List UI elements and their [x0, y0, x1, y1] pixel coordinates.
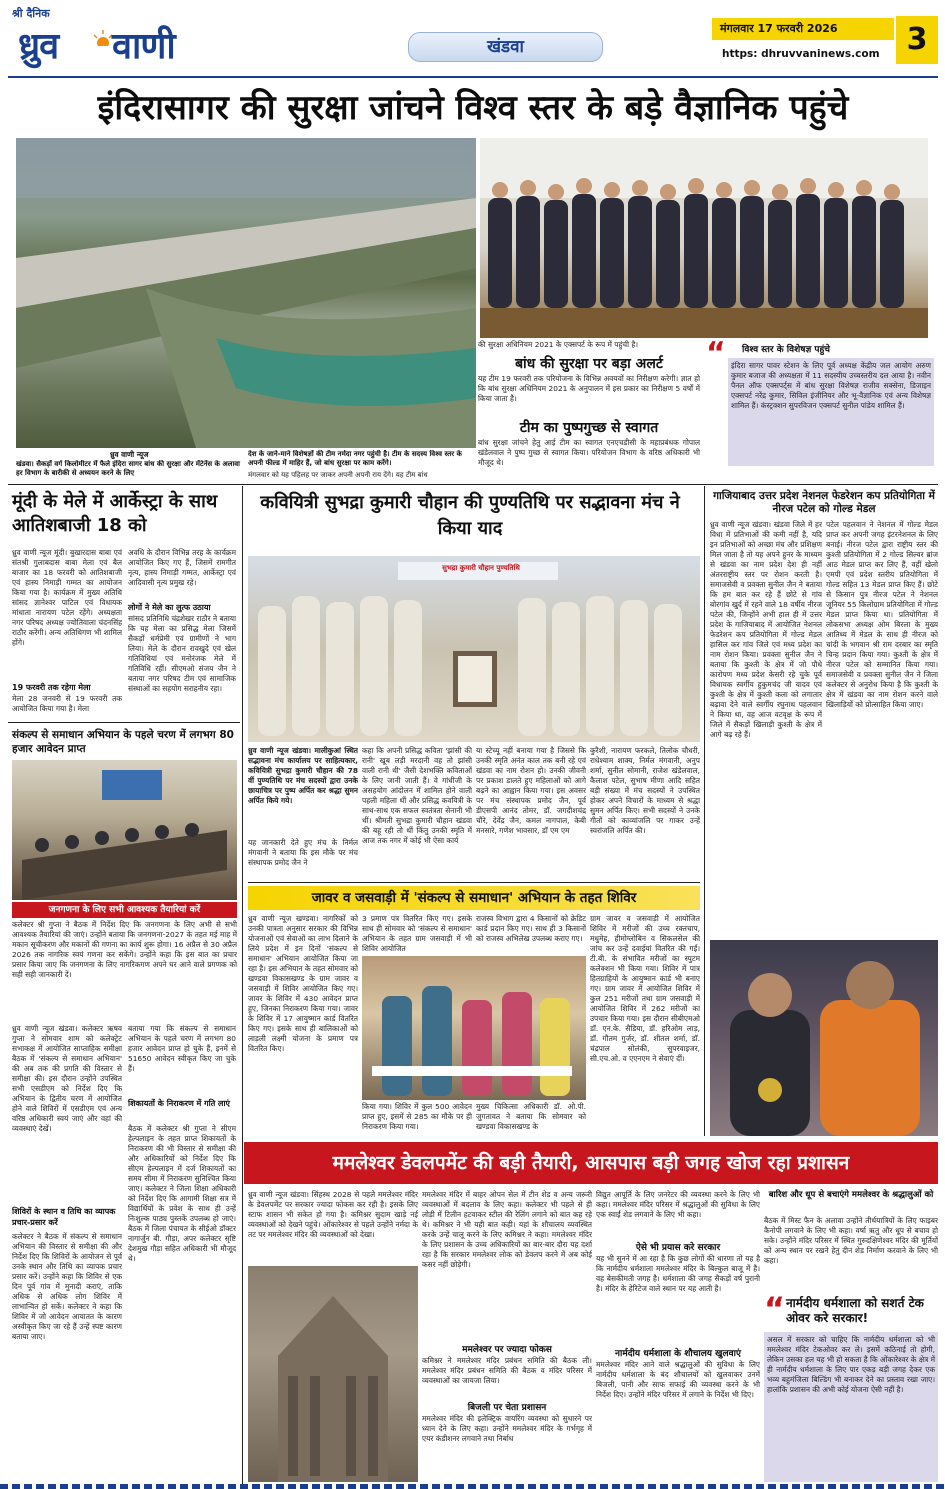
- gold-col2: पटेल पहलवान ने नेशनल में गोल्ड मेडल प्राप्त कर अपनी जगह इंटरनेशनल के लिए बनाई। नीरज पटेल द्वारा राष्ट्रीय स्तर की कुश्ती प्रतियोगिता में 2 गोल्ड सिल्वर ब्रांज आठ मेडल प्राप्त कर लिए हैं, वहीं खेलो एमपी एवं प्रदेश स्तरीय प्रतियोगिता में गोल्ड सहित 13 मेडल प्राप्त किए हैं। छोटे से किसान पुत्र नीरज पटेल ने नेशनल जूनियर 55 किलोग्राम प्रतियोगिता में गोल्ड मेडल प्राप्त किया था। प्रतियोगिता में लोकसभा अध्यक्ष ओम बिरला के मुख्य आतिथ्य में मेडल के साथ ही नीरज को चांदी के भगवान श्री राम दरबार का स्मृति चिन्ह प्रदान किया गया। कुश्ती के क्षेत्र में नीरज पटेल को सम्मानित किया गया। समाजसेवी व प्रवक्ता सुनील जैन ने जिला कलेक्टर से अनुरोध किया है कि कुश्ती के क्षेत्र में खंडवा का नाम रोशन करने वाले खिलाड़ियों को प्रोत्साहित किया जाए।: [826, 520, 938, 709]
- lead-headline: इंदिरासागर की सुरक्षा जांचने विश्व स्तर के बड़े वैज्ञानिक पहुंचे: [97, 88, 849, 128]
- gold-col1: ध्रुव वाणी न्यूज खंडवा। खंडवा जिले में हर विधा में प्रतिभाओं की कमी नहीं है, यदि इन प्रतिभाओं को अच्छा मंच और प्रशिक्षण मिल जाता है तो यह अपने हुनर के माध्यम से खंडवा का नाम प्रदेश देश ही नहीं अंतरराष्ट्रीय स्तर पर रोशन करती है। समाजसेवी व प्रवक्ता सुनील जैन ने बताया कि हम बात कर रहे हैं छोटे से गांव बोरगांव खुर्द में रहने वाले 18 वर्षीय नीरज पटेल की, जिन्होंने अभी हाल ही में उत्तर प्रदेश के गाजियाबाद में आयोजित नेशनल फेडरेशन कप प्रतियोगिता में गोल्ड मेडल हासिल कर गांव जिले एवं मध्य प्रदेश का नाम रोशन किया। प्रवक्ता सुनील जैन ने बताया कि कुश्ती के क्षेत्र में जो पौधे कारोपण मध्य प्रदेश केसरी रहे चुके पूर्व विधायक स्वर्गीय हुकुमचंद जी यादव एवं कुश्ती के क्षेत्र में कुश्ती कला को लगातार बढ़ावा देने वाले स्वर्गीय रघुनाथ पहलवान ने किया था, वह आज वटवृक्ष के रूप में जिले में सैकड़ों खिलाड़ी कुश्ती के क्षेत्र में आगे बढ़ रहे हैं।: [710, 520, 822, 739]
- meeting-illustration: [12, 760, 237, 900]
- temple-photo: [248, 1266, 418, 1482]
- gold-photo: [710, 940, 938, 1136]
- mundi-sub-1: 19 फरवरी तक रहेगा मेला: [12, 683, 91, 692]
- sun-icon: [92, 30, 114, 46]
- kavi-banner: सुभद्रा कुमारी चौहान पुण्यतिथि: [442, 564, 520, 572]
- logo: [8, 4, 188, 74]
- sankalp-headline: संकल्प से समाधान अभियान के पहले चरण में लगभग 80 हजार आवेदन प्राप्त: [12, 729, 234, 755]
- mundi-text-1b: मेला 28 जनवरी से 19 फरवरी तक आयोजित किया गया है। मेला: [12, 694, 122, 713]
- sankalp-text-3: कलेक्टर ने बैठक में संकल्प से समाधान अभियान की विस्तार से समीक्षा की और निर्देश दिए कि शिविरों के आयोजन से पूर्व उनके स्थान और तिथि का व्यापक प्रचार प्रसार करें। उन्होंने कहा कि शिविर से एक दिन पूर्व गांव में मुनादी कराएं, ताकि अधिक से अधिक लोग शिविर में लाभान्वित हो सकें। कलेक्टर ने कहा कि शिविर में जो आवेदन आयातत के कारण अस्वीकृत किए जा रहे हैं उन्हें स्पष्ट कारण बताया जाए।: [12, 1232, 122, 1341]
- section-rule-1: [8, 484, 938, 485]
- mam-sub-2: बिजली पर चेता प्रशासन: [467, 1403, 547, 1413]
- lead-para-2: बांध सुरक्षा जांचने हेतु आई टीम का स्वागत एनएचडीसी के महाप्रबंधक गोपाल खंडेलवाल ने पुष्प गुच्छ से स्वागत किया। परियोजन विभाग के वरिष्ठ अधिकारी भी मौजूद थे।: [478, 438, 700, 467]
- gold-headline: गाजियाबाद उत्तर प्रदेश नेशनल फेडरेशन कप प्रतियोगिता में नीरज पटेल को गोल्ड मेडल: [713, 490, 935, 515]
- column-rule-right: [704, 486, 705, 1136]
- mam-sub-3: ऐसे भी प्रयास करे सरकार: [635, 1243, 721, 1253]
- mundi-text-2: अवधि के दौरान विभिन्न तरह के कार्यक्रम आयोजित किए गए हैं, जिसमें रामगीत नृत्य, हास्य निमाड़ी गम्मत, आर्केस्ट्रा एवं आदिवासी नृत्य प्रमुख रहे।: [128, 548, 236, 587]
- kavi-col4: कुरैशी, नारायण फरकले, तिलोक चौधरी, राधेश्याम शाक्य, निर्मल मंगवानी, अनुप शर्मा, सुनील सोमानी, राजेश खंडेलवाल, कैलाश पटेल, सुभाष मीणा आदि सहित बड़ी संख्या में मंच सदस्यों ने उपस्थित होकर अपने विचारों के माध्यम से श्रद्धा सुमन अर्पित किए। सभी सदस्यों ने उनके गीतों को काव्यांजलि पर गाकर उन्हें स्वरांजलि अर्पित की।: [590, 746, 700, 835]
- team-photo: [480, 138, 928, 338]
- logo-shri: श्री दैनिक: [12, 7, 50, 20]
- javar-col1: ध्रुव वाणी न्यूज खण्डवा। नागरिकों को उनकी पात्रता अनुसार सरकार की विभिन्न योजनाओं एवं सेवाओं का लाभ दिलाने के लिये प्रदेश में इन दिनों 'संकल्प से समाधान' अभियान आयोजित किया जा रहा है। इस अभियान के तहत सोमवार को खण्डवा विकासखण्ड के ग्राम जावर व जसवाड़ी में शिविर आयोजित किए गए। जावर के शिविर में 430 आवेदन प्राप्त हुए, जिनका निराकरण किया गया। जावर के शिविर में 17 आयुष्मान कार्ड वितरित किए गए। इसके साथ ही बालिकाओं को लाड़ली लक्ष्मी योजना के प्रमाण पत्र वितरित किए।: [248, 914, 358, 1053]
- mundi-headline: मूंदी के मेले में आर्केस्ट्रा के साथ आतिशबाजी 18 को: [12, 491, 218, 536]
- mam-col3b: यह भी सुनने में आ रहा है कि कुछ लोगों की धारणा तो यह है कि नार्मदीय धर्मशाला ममलेश्वर मंदिर के बिल्कुल बाजू में है। वह बेसकीमती जगह है। धर्मशाला की जगह सैकड़ों वर्ष पुरानी है। मंदिर के हेरिटेज वाले स्थान पर यह आती है।: [596, 1254, 760, 1293]
- kavi-col2: कहा कि अपनी प्रसिद्ध कविता 'झांसी की रानी' खूब लड़ी मरदानी वह तो झांसी वाली रानी थी' जैसी देशभक्ति कविताओं के लिए जानी जाती हैं। वे गांधीजी के असहयोग आंदोलन में शामिल होने वाली पहली महिला थीं और प्रसिद्ध कवयित्री के साथ-साथ एक सफल स्वतंत्रता सेनानी भी थीं। श्रीमती सुभद्रा कुमारी चौहान खंडवा की बहू रही तो थीं किंतु उनकी स्मृति में आज तक नगर में कोई भी ऐसा कार्य: [362, 746, 472, 845]
- page-number-text: 3: [906, 22, 928, 57]
- mamleshwar-headline-bar: [244, 1142, 938, 1184]
- wrestler-illustration: [710, 940, 938, 1136]
- javar-headline-bar: [248, 886, 700, 910]
- masthead: [0, 0, 945, 78]
- masthead-rule: [8, 76, 938, 78]
- sankalp-text-5: बैठक में कलेक्टर श्री गुप्ता ने सीएम हेल्पलाइन के तहत प्राप्त शिकायतों के निराकरण की भी विस्तार से समीक्षा की और अधिकारियों को निर्देश दिए कि सीएम हेल्पलाइन में दर्ज शिकायतों का समय सीमा में निराकरण सुनिश्चित किया जाए। कलेक्टर ने जिला शिक्षा अधिकारी को निर्देश दिए कि आगामी शिक्षा सत्र में विद्यार्थियों के प्रवेश के साथ ही उन्हें निःशुल्क पाठ्य पुस्तकें उपलब्ध हो जाएं। बैठक में जिला पंचायत के सीईओ डॉक्टर नागार्जुन बी. गौड़ा, अपर कलेक्टर सृष्टि देशमुख गौड़ा सहित अधिकारी भी मौजूद थे।: [128, 1124, 236, 1263]
- mam-sub-4: नार्मदीय धर्मशाला के शौचालय खुलवाएं: [615, 1349, 741, 1359]
- lead-caption-mid: देश के जाने-माने विशेषज्ञों की टीम नर्मदा नगर पहुंची है। टीम के सदस्य विश्व स्तर के अपनी फील्ड में माहिर हैं, जो बांध सुरक्षा पर काम करेंगे।: [248, 450, 462, 467]
- page-number: [896, 16, 938, 64]
- date-bar: [712, 18, 894, 40]
- lead-right-text: की सुरक्षा अधिनियम 2021 के एक्सपर्ट के रूप में पहुंची है।: [478, 340, 639, 349]
- expert-text: इंदिरा सागर पावर स्टेशन के लिए पूर्व अध्यक्ष केंद्रीय जल आयोग अरुण कुमार बजाज की अध्यक्षता में 11 सदस्यीय उच्चस्तरीय दल आया है। नवीन पैनल ऑफ एक्सपर्ट्स में बांध सुरक्षा विशेषज्ञ राजीव सक्सेना, डिजाइन एक्सपर्ट नरेंद्र कुमार, सिविल इंजीनियर और भू-वैज्ञानिक एवं अन्य विशेषज्ञ शामिल हैं। कंस्ट्रक्शन सुपरविजन एक्सपर्ट सुनील पांडेय शामिल हैं।: [728, 358, 934, 466]
- javar-col3: राजस्व विभाग द्वारा 4 किसानों को क्रेडिट कार्ड प्रदान किए गए। साथ ही 3 किसानों को राजस्व अभिलेख उपलब्ध कराए गए।: [476, 914, 586, 943]
- mam-col3c: ममलेश्वर मंदिर आने वाले श्रद्धालुओं की सुविधा के लिए नार्मदीय धर्मशाला के बंद शौचालयों को खुलवाकर उनमें बिजली, पानी और साफ सफाई की व्यवस्था करने के भी निर्देश दिए। उन्होंने मंदिर परिसर में लगाने के निर्देश भी दिए।: [596, 1360, 760, 1399]
- quote-icon: “: [706, 336, 726, 371]
- sankalp-text-1: कलेक्टर श्री गुप्ता ने बैठक में निर्देश दिए कि जनगणना के लिए अभी से सभी आवश्यक तैयारियां की जाएं। उन्होंने बताया कि जनगणना-2027 के तहत मई माह में मकान सूचीकरण और मकानों की गणना का कार्य शुरू होगा। 16 अप्रैल से 30 अप्रैल 2026 तक नागरिक स्वयं गणना कर सकेंगे। उन्होंने कहा कि इस बात का प्रचार प्रसार किया जाए कि जनगणना के लिए नागरिकगण अपने घर आने वाले प्रगणक को सही सही जानकारी दें।: [12, 920, 237, 979]
- lead-caption-strip: [16, 450, 478, 478]
- kavi-col3: या स्टेच्यू नहीं बनाया गया है जिससे कि उनकी स्मृति अनंत काल तक बनी रहे एवं खंडवा का नाम रोशन हो। उनकी जीवनी पर प्रकाश डालते हुए महिलाओं को आगे बढ़ने का आह्वान किया गया। इस अवसर पर मंच संस्थापक प्रमोद जैन, पूर्व डीएसपी आनंद तोमर, डॉ. जगदीशचंद्र चौरे, देवेंद्र जैन, कमल नागपाल, केबी मनसारे, गणेश भावसार, डॉ एम एम: [476, 746, 586, 835]
- javar-photo: [362, 956, 586, 1100]
- mam-quote-text: असल में सरकार को चाहिए कि नार्मदीय धर्मशाला को भी ममलेश्वर मंदिर टेकओवर कर ले। इसमें कठिनाई तो होगी, लेकिन उसका हल यह भी हो सकता है कि ओंकारेश्वर के क्षेत्र में ही नार्मदीय धर्मशाला के लिए पार एकड़ बड़ी जगह देकर एक भव्य बहुमंजिला बिल्डिंग भी बनाकर देने का प्रस्ताव रखा जाए। हालांकि प्रशासन की अभी कोई योजना ऐसी नहीं है।: [764, 1332, 938, 1482]
- mamleshwar-headline: ममलेश्वर डेवलपमेंट की बड़ी तैयारी, आसपास बड़ी जगह खोज रहा प्रशासन: [332, 1152, 850, 1174]
- lead-caption-mid2: मंगलवार को यह पहिलह पर जाकर अपनी अपनी राय देंगे। यह टीम बांध: [248, 471, 428, 479]
- lead-sub-2: टीम का पुष्पगुच्छ से स्वागत: [519, 420, 659, 436]
- group-illustration: [480, 138, 928, 338]
- mundi-sub-2: लोगों ने मेले का लुत्फ उठाया: [128, 603, 211, 612]
- section-badge: [408, 32, 603, 62]
- logo-name-right: वाणी: [112, 26, 175, 67]
- section-rule-2: [8, 722, 240, 723]
- javar-headline: जावर व जसवाड़ी में 'संकल्प से समाधान' अभियान के तहत शिविर: [311, 890, 637, 906]
- kavi-headline: कवियित्री सुभद्रा कुमारी चौहान की पुण्यतिथि पर सद्भावना मंच ने किया याद: [260, 492, 680, 539]
- mam-sub-1: ममलेश्वर पर ज्यादा फोकस: [462, 1345, 552, 1355]
- quote-icon-2: “: [764, 1290, 786, 1328]
- section-rule-3: [248, 882, 700, 883]
- mam-side-title: बारिश और धूप से बचाएंगे ममलेश्वर के श्रद्धालुओं को: [768, 1190, 934, 1200]
- dam-photo: [16, 138, 476, 448]
- census-banner-text: जनगणना के लिए सभी आवश्यक तैयारियां करें: [48, 905, 201, 915]
- website: https: dhruvvaninews.com: [722, 48, 880, 60]
- mam-col2b: कमिश्नर ने ममलेश्वर मंदिर प्रबंधन समिति की बैठक ली। ममलेश्वर मंदिर प्रबंधन समिति की बैठक व मंदिर परिसर में व्यवस्थाओं का जायजा लिया।: [422, 1356, 592, 1385]
- expert-box: [706, 336, 936, 470]
- kavi-byline: ध्रुव वाणी न्यूज खंडवा। मालीकुआं स्थित सद्भावना मंच कार्यालय पर साहित्यकार, कवियित्री सुभद्रा कुमारी चौहान की 78 वीं पुण्यतिथि पर मंच सदस्यों द्वारा उनके छायाचित्र पर पुष्प अर्पित कर श्रद्धा सुमन अर्पित किये गये।: [248, 746, 358, 805]
- mam-quote-box: [764, 1292, 938, 1484]
- mam-col2: ममलेश्वर मंदिर में बाहर ओपन सेल में टीन शेड व अन्य जरूरी व्यवस्थाओं में बदलाव के लिए कहा। कलेक्टर भी पहले से ही लोड़ी में टिलीन हटवाकर स्टील की रेलिंग लगाने को बात कह रहे थे। कमिश्नर ने भी यही बात कही। यहां के शौचालय व्यवस्थित करके उन्हें चालू करने के लिए कमिश्नर ने कहा। ममलेश्वर मंदिर के लिए प्रशासन के उच्च अधिकारियों का बार-बार दौरा यह दर्शा रहा है कि सरकार ममलेश्वर लोक को डेवलप करने में अब कोई कसर नहीं छोड़ेगी।: [422, 1190, 592, 1269]
- mundi-text-2b: सांसद प्रतिनिधि चंद्रशेखर राठौर ने बताया कि यह मेला का प्रसिद्ध मेला जिसमें सैकड़ों धर्मप्रेमी एवं ग्रामीणों ने भाग लिया। मेले के दौरान रावखुदे एवं खेल गतिविधियां एवं मनोरंजक मेले में गतिविधि रहीं। सीएमओ संजय जैन ने बताया नगर परिषद टीम एवं सामाजिक संस्थाओं का सहयोग सराहनीय रहा।: [128, 614, 236, 693]
- mam-quote-title: नार्मदीय धर्मशाला को सशर्त टेक ओवर करे सरकार!: [786, 1296, 924, 1325]
- lead-byline: ध्रुव वाणी न्यूज: [110, 450, 149, 459]
- temple-illustration: [248, 1266, 418, 1482]
- kavi-illustration: [248, 556, 700, 742]
- column-rule-left: [242, 486, 243, 1486]
- javar-col2: 3 प्रमाण पत्र वितरित किए गए। इसके साथ ही सोमवार को 'संकल्प से समाधान' अभियान के तहत ग्राम जसवाड़ी में भी शिविर आयोजित: [362, 914, 472, 953]
- health-camp-illustration: [362, 956, 586, 1100]
- mundi-text-1: ध्रुव वाणी न्यूज मूंदी। बुखारदास बाबा एवं संतश्री गुलाबदास बाबा मेला एवं बैल बाजार का 18 फरवरी को आतिशबाजी एवं हास्य निमाड़ी गम्मत का आयोजन किया गया है। कार्यक्रम में मुख्य अतिथि सांसद ज्ञानेश्वर पाटिल एवं विधायक मांधाता नारायण पटेल रहेंगे। अध्यक्षता नगर परिषद अध्यक्ष ज्योतिवाला चंदनसिंह राठौर करेंगी। अन्य अतिथिगण भी शामिल होंगे।: [12, 548, 122, 647]
- expert-title: विश्व स्तर के विशेषज्ञ पहुंचे: [742, 345, 830, 355]
- issue-date: मंगलवार 17 फरवरी 2026: [720, 22, 838, 35]
- mam-side-box: [764, 1190, 938, 1286]
- sankalp-sub-2: शिकायतों के निराकरण में गति लाएं: [128, 1099, 230, 1108]
- meeting-photo: [12, 760, 237, 900]
- sankalp-sub-1: शिविरों के स्थान व तिथि का व्यापक प्रचार-प्रसार करें: [12, 1207, 116, 1227]
- javar-col2b: किया गया। शिविर में कुल 500 आवेदन प्राप्त हुए, इसमें से 285 का मौके पर ही निराकरण किया गया।: [362, 1102, 472, 1131]
- lead-sub-1: बांध की सुरक्षा पर बड़ा अलर्ट: [515, 356, 663, 372]
- bottom-border: [0, 1484, 945, 1489]
- section-name: खंडवा: [487, 37, 524, 57]
- lead-caption-left: खंडवा। सैकड़ों वर्ग किलोमीटर में फैले इंदिरा सागर बांध की सुरक्षा और मेंटेनेंस के अलावा हर विभाग के बारीकी से अध्ययन करने के लिए: [16, 460, 240, 477]
- mam-col3: विद्युत आपूर्ति के लिए जनरेटर की व्यवस्था करने के लिए भी कहा। ममलेश्वर मंदिर परिसर में श्रद्धालुओं की सुविधा के लिए एक स्वाईं शेड लगवाने के लिए भी कहा।: [596, 1190, 760, 1219]
- mam-col1: ध्रुव वाणी न्यूज खंडवा। सिंहस्थ 2028 से पहले ममलेश्वर मंदिर के डेवलपमेंट पर सरकार ज्यादा फोकस कर रही है। इसके लिए स्टाफ शासन भी सकेत हो गया है। कमिश्नर सुदाम खाड़े नई व्यवस्थाओं को देखने पहुंचे। ओंकारेश्वर से पहले उन्होंने नर्मदा के तट पर ममलेश्वर मंदिर की व्यवस्थाओं को देखा।: [248, 1190, 418, 1239]
- dam-illustration: [16, 138, 476, 448]
- lead-para-1: यह टीम 19 फरवरी तक परियोजना के विभिन्न अवयवों का निरीक्षण करेगी। ज्ञात हो कि बांध सुरक्षा अधिनियम 2021 के अनुपालन में इस प्रकार का निरीक्षण 5 वर्षों में किया जाता है।: [478, 374, 700, 403]
- kavi-col1b: यह जानकारी देते हुए मंच के निर्मल मंगवानी ने बताया कि इस मौके पर मंच संस्थापक प्रमोद जैन ने: [248, 838, 358, 867]
- javar-col3b: मुख्य चिकित्सा अधिकारी डॉ. ओ.पी. जुगतावत ने बताया कि सोमवार को खण्डवा विकासखण्ड के: [476, 1102, 586, 1131]
- javar-col4: ग्राम जावर व जसवाड़ी में आयोजित शिविर में मरीजों की उच्च रक्तचाप, मधुमेह, हीमोग्लोबिन व सिकलसेल की जांच कर उन्हें दवाईयां वितरित की गईं। टी.बी. के संभावित मरीजों का स्पुटम कलेक्शन भी किया गया। शिविर में पात्र हितग्राहियों के आयुष्मान कार्ड भी बनाए गए। ग्राम जावर में आयोजित शिविर में कुल 251 मरीजों तथा ग्राम जसवाड़ी में आयोजित शिविर में 262 मरीजों का उपचार किया गया। इस दौरान सीबीएमओ डॉ. एन.के. सैडिया, डॉ. हरिओम लाड़, डॉ. गौतम गुर्जर, डॉ. शीतल शर्मा, डॉ. चंद्रपाल सोलंकी, सुपरवाइजर, सी.एच.ओ. व एएनएम ने सेवाएं दीं।: [590, 914, 700, 1063]
- sankalp-text-4: बताया गया कि संकल्प से समाधान अभियान के पहले चरण में लगभग 80 हजार आवेदन प्राप्त हो चुके हैं, इनमें से 51650 आवेदन स्वीकृत किए जा चुके हैं।: [128, 1024, 236, 1073]
- mam-side-text: बैठक में मिस्ट फैन के अलावा उन्होंने तीर्थयात्रियों के लिए फाइबर कैनोपी लगवाने के लिए भी कहा। वर्षा ऋतु और धूप से बचाव हो सके। उन्होंने मंदिर परिसर में स्थित गुरुदक्षिणेश्वर मंदिर की मूर्तियों को अन्य स्थान पर रखने हेतु दीन शेड निर्माण करवाने के लिए भी कहा।: [764, 1216, 938, 1265]
- sankalp-text-2: ध्रुव वाणी न्यूज खंडवा। कलेक्टर ऋषव गुप्ता ने सोमवार शाम को कलेक्ट्रेट सभाकक्ष में आयोजित साप्ताहिक समीक्षा बैठक में 'संकल्प से समाधान अभियान' की अब तक की प्रगति की विस्तार से समीक्षा की। इस दौरान उन्होंने उपस्थित सभी एसडीएम को निर्देश दिए कि अभियान के द्वितीय चरण में आयोजित होने वाले शिविरों में एसडीएम एवं अन्य वरिष्ठ अधिकारी स्वयं जाएं और वहां की व्यवस्थाएं देखें।: [12, 1024, 122, 1133]
- kavi-photo: [248, 556, 700, 742]
- census-banner: [12, 902, 237, 918]
- logo-name-left: ध्रुव: [18, 26, 59, 67]
- mam-col2c: ममलेश्वर मंदिर की इलेक्ट्रिक वायरिंग व्यवस्था को सुधारने पर ध्यान देने के लिए कहा। उन्होंने ममलेश्वर मंदिर के गर्भगृह में एयर कंडीशनर लगवाने तथा निर्बाध: [422, 1414, 592, 1443]
